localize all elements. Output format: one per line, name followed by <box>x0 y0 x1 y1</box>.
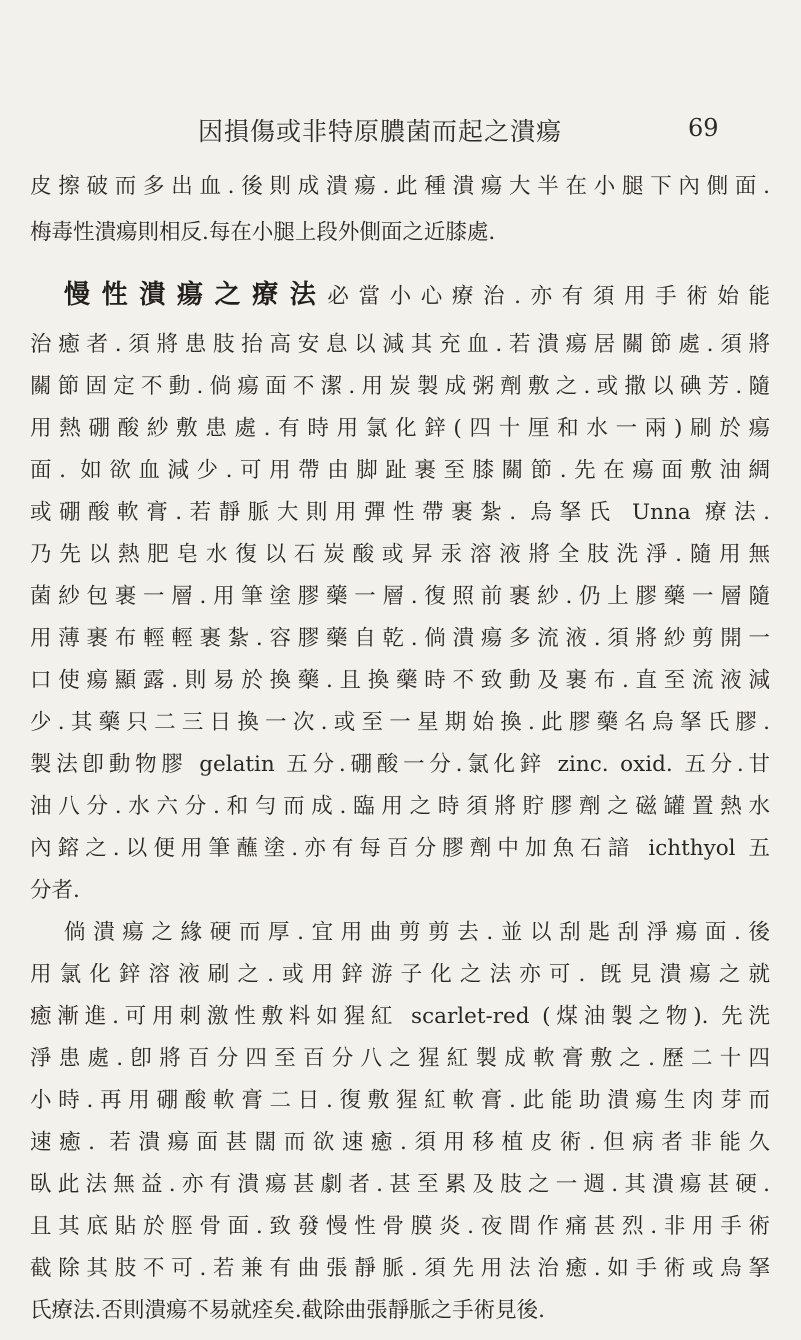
page-number: 69 <box>688 114 719 142</box>
text-line: 治癒者.須將患肢抬高安息以減其充血.若潰瘍居關節處.須將 <box>30 332 770 357</box>
text-line: 面. 如欲血減少.可用帶由脚趾裹至膝關節.先在瘍面敷油綢 <box>30 458 770 483</box>
section-heading-line <box>64 280 770 310</box>
text-line: 油八分.水六分.和勻而成.臨用之時須將貯膠劑之磁罐置熱水 <box>30 794 770 819</box>
text-line: 少.其藥只二三日換一次.或至一星期始換.此膠藥名烏拏氏膠. <box>30 710 770 735</box>
running-title: 因損傷或非特原膿菌而起之潰瘍 <box>197 117 562 146</box>
page-header <box>0 112 801 152</box>
text-line: 倘潰瘍之緣硬而厚.宜用曲剪剪去.並以刮匙刮淨瘍面.後 <box>64 920 770 945</box>
text-line: 製法卽動物膠 gelatin 五分.硼酸一分.氯化鋅 zinc. oxid. 五分.甘 <box>30 752 770 777</box>
text-line: 必當小心療治.亦有須用手術始能 <box>327 284 770 309</box>
text-line: 癒漸進.可用刺激性敷料如猩紅 scarlet-red (煤油製之物). 先洗 <box>30 1004 770 1029</box>
text-line: 分者. <box>30 878 80 903</box>
text-line: 用熱硼酸紗敷患處.有時用氯化鋅(四十厘和水一兩)刷於瘍 <box>30 416 770 441</box>
text-line: 或硼酸軟膏.若靜脈大則用彈性帶裹紮. 烏拏氏 Unna 療法. <box>30 500 770 525</box>
text-line: 臥此法無益.亦有潰瘍甚劇者.甚至累及肢之一週.其潰瘍甚硬. <box>30 1172 770 1197</box>
text-line: 截除其肢不可.若兼有曲張靜脈.須先用法治癒.如手術或烏拏 <box>30 1256 770 1281</box>
section-heading: 慢性潰瘍之療法 <box>64 280 328 310</box>
text-line: 內鎔之.以便用筆蘸塗.亦有每百分膠劑中加魚石諳 ichthyol 五 <box>30 836 770 861</box>
text-line: 小時.再用硼酸軟膏二日.復敷猩紅軟膏.此能助潰瘍生肉芽而 <box>30 1088 770 1113</box>
text-line: 口使瘍顯露.則易於換藥.且換藥時不致動及裹布.直至流液減 <box>30 668 770 693</box>
text-line: 菌紗包裹一層.用筆塗膠藥一層.復照前裹紗.仍上膠藥一層隨 <box>30 584 770 609</box>
text-line: 乃先以熱肥皂水復以石炭酸或昇汞溶液將全肢洗淨.隨用無 <box>30 542 770 567</box>
text-line: 梅毒性潰瘍則相反.每在小腿上段外側面之近膝處. <box>30 220 496 245</box>
text-line: 用薄裹布輕輕裹紮.容膠藥自乾.倘潰瘍多流液.須將紗剪開一 <box>30 626 770 651</box>
text-line: 用氯化鋅溶液刷之.或用鋅游子化之法亦可. 旣見潰瘍之就 <box>30 962 770 987</box>
text-line: 皮擦破而多出血.後則成潰瘍.此種潰瘍大半在小腿下內側面. <box>30 174 770 199</box>
text-line: 速癒. 若潰瘍面甚闊而欲速癒.須用移植皮術.但病者非能久 <box>30 1130 770 1155</box>
text-line: 且其底貼於脛骨面.致發慢性骨膜炎.夜間作痛甚烈.非用手術 <box>30 1214 770 1239</box>
text-line: 氏療法.否則潰瘍不易就痊矣.截除曲張靜脈之手術見後. <box>30 1298 546 1323</box>
text-line: 關節固定不動.倘瘍面不潔.用炭製成粥劑敷之.或撒以碘芳.隨 <box>30 374 770 399</box>
text-line: 淨患處.卽將百分四至百分八之猩紅製成軟膏敷之.歷二十四 <box>30 1046 770 1071</box>
